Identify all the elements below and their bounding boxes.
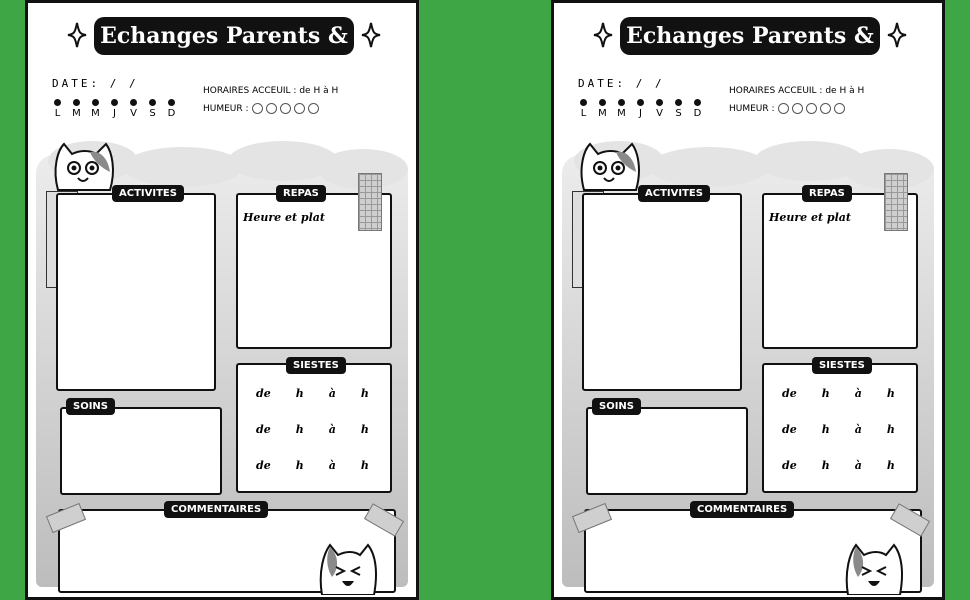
weekday-dot: M [616, 99, 627, 119]
weekday-dot: L [52, 99, 63, 119]
worksheet-right [551, 0, 945, 600]
mood-label: HUMEUR : [203, 103, 249, 114]
neutral-face-icon [806, 103, 817, 114]
weekday-selector [52, 99, 177, 119]
cloud-shape [649, 147, 769, 187]
weekday-dot: S [147, 99, 158, 119]
weekday-dot: M [597, 99, 608, 119]
weekday-dot: L [578, 99, 589, 119]
weekday-dot: S [673, 99, 684, 119]
happy-face-icon [308, 103, 319, 114]
sieste-row: de h à h [782, 459, 895, 472]
soins-label: SOINS [592, 398, 641, 415]
weekday-dot: D [166, 99, 177, 119]
cloud-shape [123, 147, 243, 187]
siestes-label: SIESTES [286, 357, 346, 374]
soins-box [586, 407, 748, 495]
siestes-label: SIESTES [812, 357, 872, 374]
date-field: DATE: / / [52, 77, 139, 90]
washi-tape [884, 173, 908, 231]
sparkle-icon [360, 21, 382, 49]
weekday-dot: M [71, 99, 82, 119]
commentaires-label: COMMENTAIRES [690, 501, 794, 518]
mood-field [729, 103, 845, 114]
smile-face-icon [820, 103, 831, 114]
laughing-cat-icon [842, 537, 906, 595]
activites-label: ACTIVITES [638, 185, 710, 202]
repas-label: REPAS [276, 185, 326, 202]
neutral-face-icon [266, 103, 277, 114]
commentaires-label: COMMENTAIRES [164, 501, 268, 518]
repas-hint: Heure et plat [243, 211, 326, 224]
weekday-dot: V [654, 99, 665, 119]
cat-mascot-icon [50, 138, 120, 193]
soins-box [60, 407, 222, 495]
page-title: Echanges Parents & Nounou [620, 17, 880, 55]
hours-field: HORAIRES ACCEUIL : de H à H [203, 86, 339, 96]
worksheet-left [25, 0, 419, 600]
sparkle-icon [886, 21, 908, 49]
activites-box [56, 193, 216, 391]
repas-label: REPAS [802, 185, 852, 202]
weekday-dot: J [109, 99, 120, 119]
cat-mascot-icon [576, 138, 646, 193]
weekday-dot: J [635, 99, 646, 119]
smile-face-icon [294, 103, 305, 114]
sieste-row: de h à h [256, 387, 369, 400]
washi-tape [358, 173, 382, 231]
sparkle-icon [66, 21, 88, 49]
sieste-row: de h à h [256, 423, 369, 436]
happy-face-icon [834, 103, 845, 114]
sieste-row: de h à h [782, 423, 895, 436]
mood-label: HUMEUR : [729, 103, 775, 114]
sieste-row: de h à h [782, 387, 895, 400]
repas-hint: Heure et plat [769, 211, 852, 224]
activites-box [582, 193, 742, 391]
weekday-dot: M [90, 99, 101, 119]
hours-field: HORAIRES ACCEUIL : de H à H [729, 86, 865, 96]
weekday-dot: V [128, 99, 139, 119]
sad-face-icon [778, 103, 789, 114]
sad-face-icon [252, 103, 263, 114]
laughing-cat-icon [316, 537, 380, 595]
neutral-face-icon [280, 103, 291, 114]
neutral-face-icon [792, 103, 803, 114]
mood-field [203, 103, 319, 114]
sparkle-icon [592, 21, 614, 49]
weekday-selector [578, 99, 703, 119]
sieste-row: de h à h [256, 459, 369, 472]
activites-label: ACTIVITES [112, 185, 184, 202]
date-field: DATE: / / [578, 77, 665, 90]
weekday-dot: D [692, 99, 703, 119]
page-title: Echanges Parents & Nounou [94, 17, 354, 55]
soins-label: SOINS [66, 398, 115, 415]
